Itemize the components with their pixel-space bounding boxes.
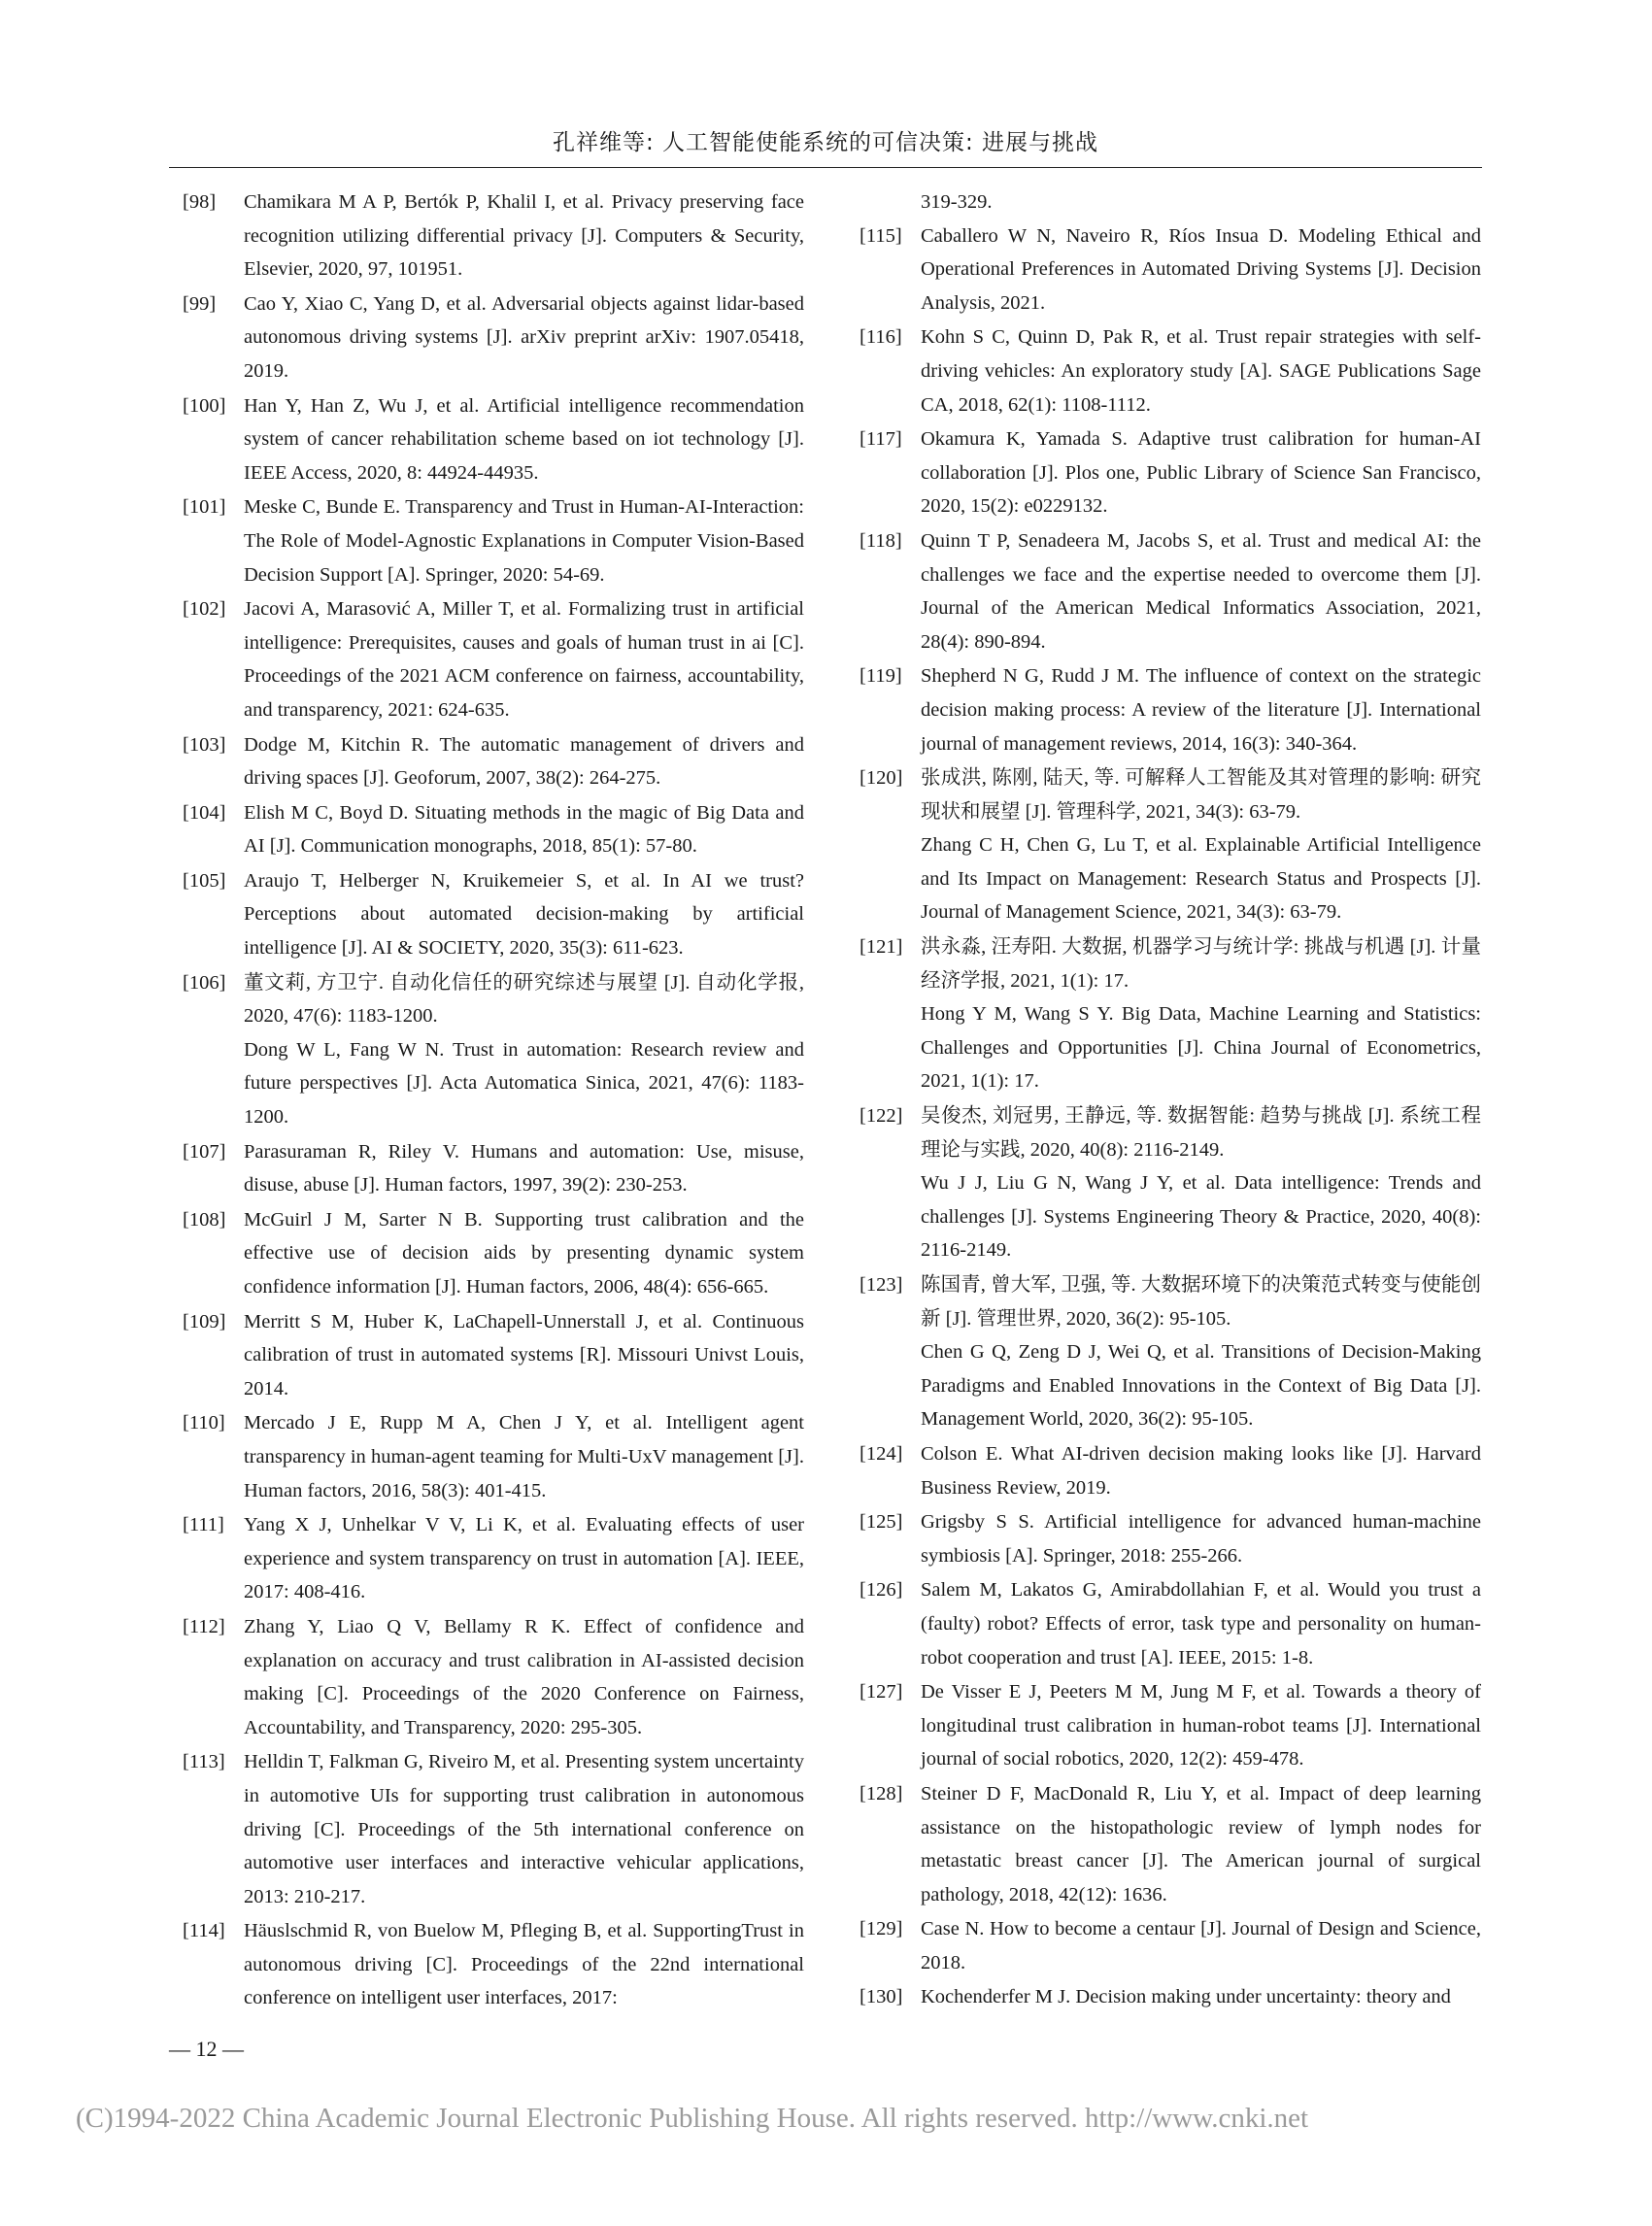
reference-number: [99] — [183, 292, 217, 315]
reference-text: 董文莉, 方卫宁. 自动化信任的研究综述与展望 [J]. 自动化学报, 2020, 47(6): 1183-1200. — [244, 971, 804, 1028]
reference-text: Grigsby S S. Artificial intelligence for advanced human-machine symbiosis [A]. Springer, 2018: 255-266. — [921, 1511, 1481, 1567]
reference-number: [109] — [183, 1310, 226, 1332]
reference-number: [108] — [183, 1208, 226, 1231]
reference-item — [183, 1745, 804, 1913]
reference-number: [128] — [860, 1782, 903, 1804]
reference-text: 陈国青, 曾大军, 卫强, 等. 大数据环境下的决策范式转变与使能创新 [J]. 管理世界, 2020, 36(2): 95-105. — [921, 1274, 1481, 1330]
reference-text: Elish M C, Boyd D. Situating methods in the magic of Big Data and AI [J]. Communication monographs, 2018, 85(1): 57-80. — [244, 801, 804, 858]
reference-text: 张成洪, 陈刚, 陆天, 等. 可解释人工智能及其对管理的影响: 研究现状和展望 [J]. 管理科学, 2021, 34(3): 63-79. — [921, 767, 1481, 823]
reference-translation: Dong W L, Fang W N. Trust in automation: Research review and future perspectives [J]. Acta Automatica Sinica, 2021, 47(6): 1183-1200. — [244, 1038, 804, 1129]
copyright-watermark: (C)1994-2022 China Academic Journal Electronic Publishing House. All rights reserved. http://www.cnki.net — [76, 2103, 1309, 2134]
reference-text: Cao Y, Xiao C, Yang D, et al. Adversarial objects against lidar-based autonomous driving systems [J]. arXiv preprint arXiv: 1907.05418, 2019. — [244, 292, 804, 382]
reference-text: Colson E. What AI-driven decision making looks like [J]. Harvard Business Review, 2019. — [921, 1442, 1481, 1499]
reference-number: [129] — [860, 1918, 903, 1940]
reference-item — [183, 1203, 804, 1304]
reference-translation: Wu J J, Liu G N, Wang J Y, et al. Data intelligence: Trends and challenges [J]. Systems Engineering Theory & Practice, 2020, 40(8): 2116-2149. — [921, 1172, 1481, 1262]
reference-number: [107] — [183, 1140, 226, 1163]
reference-number: [104] — [183, 801, 226, 824]
reference-item — [183, 796, 804, 863]
reference-text: De Visser E J, Peeters M M, Jung M F, et al. Towards a theory of longitudinal trust calibration in human-robot teams [J]. International journal of social robotics, 2020, 12(2): 459-478. — [921, 1681, 1481, 1771]
reference-number: [98] — [183, 191, 217, 213]
reference-item — [183, 389, 804, 490]
reference-item — [860, 1675, 1481, 1776]
reference-number: [101] — [183, 496, 226, 519]
reference-number: [119] — [860, 665, 902, 688]
reference-item — [183, 490, 804, 591]
reference-number: [126] — [860, 1579, 903, 1602]
reference-number: [102] — [183, 598, 226, 621]
reference-translation: Chen G Q, Zeng D J, Wei Q, et al. Transitions of Decision-Making Paradigms and Enabled Innovations in the Context of Big Data [J]. Management World, 2020, 36(2): 95-105. — [921, 1341, 1481, 1431]
reference-number: [114] — [183, 1920, 225, 1942]
reference-number: [115] — [860, 224, 902, 247]
reference-item — [860, 1099, 1481, 1267]
reference-number: [113] — [183, 1751, 225, 1773]
reference-text: Helldin T, Falkman G, Riveiro M, et al. Presenting system uncertainty in automotive UIs for supporting trust calibration in autonomous driving [C]. Proceedings of the 5th international conference on automotive user interfaces and interactive vehicular applications, 2013: 210-217. — [244, 1751, 804, 1907]
reference-number: [116] — [860, 326, 902, 349]
reference-text: Shepherd N G, Rudd J M. The influence of context on the strategic decision making process: A review of the literature [J]. International journal of management reviews, 2014, 16(3): 340-364. — [921, 665, 1481, 755]
reference-item — [860, 761, 1481, 929]
header-rule — [169, 167, 1482, 168]
reference-item — [860, 1505, 1481, 1572]
reference-item — [860, 1268, 1481, 1436]
reference-translation: Zhang C H, Chen G, Lu T, et al. Explainable Artificial Intelligence and Its Impact on Management: Research Status and Prospects [J]. Journal of Management Science, 2021, 34(3): 63-79. — [921, 834, 1481, 924]
reference-item — [860, 422, 1481, 523]
reference-text: Parasuraman R, Riley V. Humans and automation: Use, misuse, disuse, abuse [J]. Human factors, 1997, 39(2): 230-253. — [244, 1140, 804, 1197]
reference-number: [130] — [860, 1986, 903, 2008]
reference-column-right — [860, 186, 1481, 2015]
reference-text: Quinn T P, Senadeera M, Jacobs S, et al. Trust and medical AI: the challenges we face and the expertise needed to overcome them [J]. Journal of the American Medical Informatics Association, 2021, 28(4): 890-894. — [921, 529, 1481, 653]
reference-item — [860, 219, 1481, 320]
reference-number: [125] — [860, 1511, 903, 1534]
reference-column-left — [183, 186, 804, 2016]
reference-number: [117] — [860, 428, 902, 451]
reference-number: [110] — [183, 1412, 225, 1434]
reference-text: Araujo T, Helberger N, Kruikemeier S, et al. In AI we trust? Perceptions about automated decision-making by artificial intelligence [J]. AI & SOCIETY, 2020, 35(3): 611-623. — [244, 869, 804, 960]
running-header: 孔祥维等: 人工智能使能系统的可信决策: 进展与挑战 — [552, 130, 1099, 155]
reference-text: Case N. How to become a centaur [J]. Journal of Design and Science, 2018. — [921, 1918, 1481, 1973]
reference-item — [860, 1777, 1481, 1911]
reference-number: [112] — [183, 1615, 225, 1637]
reference-text: Meske C, Bunde E. Transparency and Trust in Human-AI-Interaction: The Role of Model-Agnostic Explanations in Computer Vision-Based Decision Support [A]. Springer, 2020: 54-69. — [244, 496, 804, 586]
reference-item — [860, 1573, 1481, 1674]
reference-number: [120] — [860, 767, 903, 790]
reference-text: Steiner D F, MacDonald R, Liu Y, et al. Impact of deep learning assistance on the histopathologic review of lymph nodes for metastatic breast cancer [J]. The American journal of surgical pathology, 2018, 42(12): 1636. — [921, 1782, 1481, 1906]
reference-item — [183, 728, 804, 795]
reference-number: [103] — [183, 733, 226, 756]
reference-item — [860, 320, 1481, 422]
reference-number: [121] — [860, 936, 903, 959]
reference-item — [183, 287, 804, 388]
reference-item — [183, 1135, 804, 1202]
page-number: — 12 — — [169, 2037, 244, 2061]
reference-item — [183, 864, 804, 965]
reference-item — [860, 1980, 1481, 2014]
reference-text: Caballero W N, Naveiro R, Ríos Insua D. Modeling Ethical and Operational Preferences in Automated Driving Systems [J]. Decision Analysis, 2021. — [921, 224, 1481, 314]
reference-text: Okamura K, Yamada S. Adaptive trust calibration for human-AI collaboration [J]. Plos one, Public Library of Science San Francisco, 2020, 15(2): e0229132. — [921, 428, 1481, 518]
reference-text: Häuslschmid R, von Buelow M, Pfleging B, et al. SupportingTrust in autonomous driving [C]. Proceedings of the 22nd international conference on intelligent user interfaces, 2017: — [244, 1920, 804, 2009]
reference-text: Mercado J E, Rupp M A, Chen J Y, et al. Intelligent agent transparency in human-agent teaming for Multi-UxV management [J]. Human factors, 2016, 58(3): 401-415. — [244, 1412, 804, 1501]
reference-text: Kochenderfer M J. Decision making under uncertainty: theory and — [921, 1986, 1451, 2008]
reference-item — [860, 659, 1481, 760]
reference-text: Salem M, Lakatos G, Amirabdollahian F, et al. Would you trust a (faulty) robot? Effects of error, task type and personality on human-robot cooperation and trust [A]. IEEE, 2015: 1-8. — [921, 1579, 1481, 1669]
reference-item — [860, 930, 1481, 1098]
reference-number: [106] — [183, 971, 226, 994]
reference-text: 吴俊杰, 刘冠男, 王静远, 等. 数据智能: 趋势与挑战 [J]. 系统工程理论与实践, 2020, 40(8): 2116-2149. — [921, 1105, 1481, 1161]
reference-number: [124] — [860, 1442, 903, 1465]
reference-text: Dodge M, Kitchin R. The automatic management of drivers and driving spaces [J]. Geoforum, 2007, 38(2): 264-275. — [244, 733, 804, 790]
reference-text: Zhang Y, Liao Q V, Bellamy R K. Effect of confidence and explanation on accuracy and trust calibration in AI-assisted decision making [C]. Proceedings of the 2020 Conference on Fairness, Accountability, and Transparency, 2020: 295-305. — [244, 1615, 804, 1738]
reference-text: Merritt S M, Huber K, LaChapell-Unnerstall J, et al. Continuous calibration of trust in automated systems [R]. Missouri Univst Louis, 2014. — [244, 1310, 804, 1400]
reference-number: [118] — [860, 529, 902, 552]
reference-number: [127] — [860, 1681, 903, 1703]
reference-item — [183, 1305, 804, 1406]
reference-text: Han Y, Han Z, Wu J, et al. Artificial intelligence recommendation system of cancer rehabilitation scheme based on iot technology [J]. IEEE Access, 2020, 8: 44924-44935. — [244, 394, 804, 484]
reference-item — [183, 1406, 804, 1507]
reference-item — [183, 1508, 804, 1609]
reference-item — [183, 966, 804, 1134]
continued-reference-text: 319-329. — [921, 191, 993, 213]
reference-text: Kohn S C, Quinn D, Pak R, et al. Trust repair strategies with self-driving vehicles: An exploratory study [A]. SAGE Publications Sage CA, 2018, 62(1): 1108-1112. — [921, 326, 1481, 416]
reference-item — [183, 1610, 804, 1744]
reference-item — [860, 1912, 1481, 1979]
reference-number: [105] — [183, 869, 226, 892]
reference-text: McGuirl J M, Sarter N B. Supporting trust calibration and the effective use of decision aids by presenting dynamic system confidence information [J]. Human factors, 2006, 48(4): 656-665. — [244, 1208, 804, 1298]
reference-text: Chamikara M A P, Bertók P, Khalil I, et al. Privacy preserving face recognition utilizing differential privacy [J]. Computers & Security, Elsevier, 2020, 97, 101951. — [244, 191, 804, 281]
reference-item — [860, 524, 1481, 658]
reference-text: Jacovi A, Marasović A, Miller T, et al. Formalizing trust in artificial intelligence: Prerequisites, causes and goals of human trust in ai [C]. Proceedings of the 2021 ACM conference on fairness, accountability, and transparency, 2021: 624-635. — [244, 598, 804, 721]
reference-text: Yang X J, Unhelkar V V, Li K, et al. Evaluating effects of user experience and system transparency on trust in automation [A]. IEEE, 2017: 408-416. — [244, 1514, 804, 1603]
reference-translation: Hong Y M, Wang S Y. Big Data, Machine Learning and Statistics: Challenges and Opportunities [J]. China Journal of Econometrics, 2021, 1(1): 17. — [921, 1003, 1481, 1093]
reference-item — [183, 186, 804, 287]
reference-item — [183, 592, 804, 726]
reference-number: [122] — [860, 1105, 903, 1128]
reference-text: 洪永淼, 汪寿阳. 大数据, 机器学习与统计学: 挑战与机遇 [J]. 计量经济学报, 2021, 1(1): 17. — [921, 936, 1481, 992]
reference-number: [111] — [183, 1514, 224, 1536]
reference-item — [860, 1437, 1481, 1504]
reference-number: [123] — [860, 1274, 903, 1296]
reference-number: [100] — [183, 394, 226, 417]
reference-item — [183, 1914, 804, 2015]
